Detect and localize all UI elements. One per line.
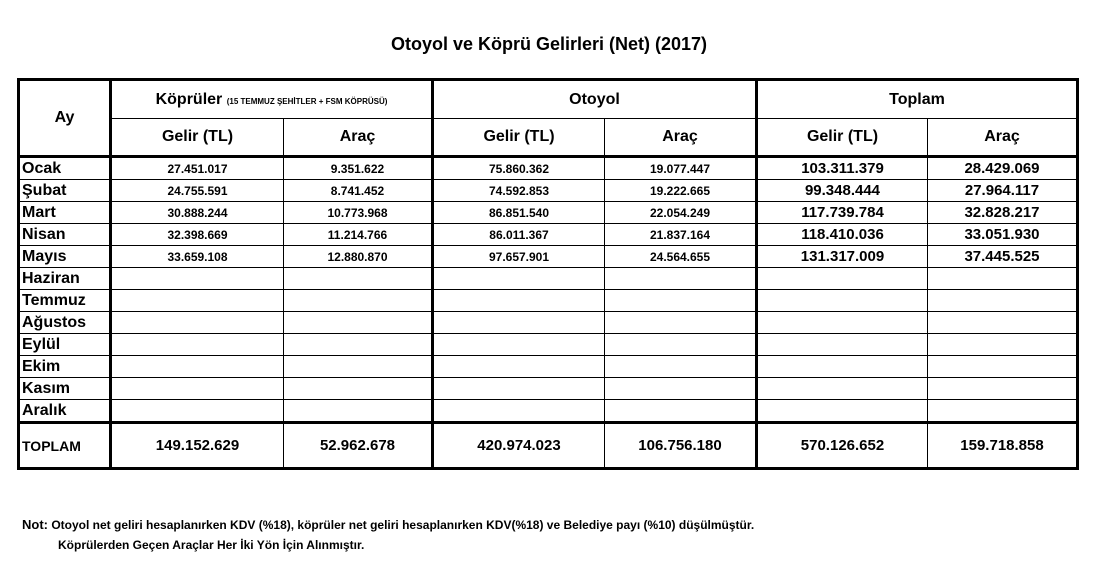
cell-highway-vehicles: 22.054.249 xyxy=(605,202,757,224)
table-row xyxy=(19,400,1078,423)
cell-total-vehicles xyxy=(928,312,1078,334)
total-label: TOPLAM xyxy=(19,423,111,469)
cell-month: Mart xyxy=(19,202,111,224)
cell-highway-revenue: 75.860.362 xyxy=(433,157,605,180)
cell-bridges-revenue: 30.888.244 xyxy=(111,202,284,224)
cell-highway-revenue: 86.851.540 xyxy=(433,202,605,224)
table-row xyxy=(19,356,1078,378)
total-row xyxy=(19,423,1078,469)
cell-total-revenue xyxy=(757,400,928,423)
table-row xyxy=(19,224,1078,246)
table-row xyxy=(19,268,1078,290)
highway-header: Otoyol xyxy=(433,80,757,119)
table-row xyxy=(19,246,1078,268)
cell-bridges-vehicles xyxy=(284,356,433,378)
cell-highway-revenue xyxy=(433,356,605,378)
total-revenue-header: Gelir (TL) xyxy=(757,119,928,157)
cell-total-revenue: 131.317.009 xyxy=(757,246,928,268)
note-label: Not: xyxy=(22,517,48,532)
cell-month: Nisan xyxy=(19,224,111,246)
cell-highway-vehicles xyxy=(605,268,757,290)
month-header: Ay xyxy=(19,80,111,157)
cell-total-vehicles: 32.828.217 xyxy=(928,202,1078,224)
cell-highway-revenue xyxy=(433,400,605,423)
cell-total-vehicles xyxy=(928,290,1078,312)
cell-total-vehicles: 28.429.069 xyxy=(928,157,1078,180)
cell-total-revenue xyxy=(757,334,928,356)
cell-total-vehicles xyxy=(928,400,1078,423)
cell-month: Aralık xyxy=(19,400,111,423)
cell-highway-revenue: 420.974.023 xyxy=(433,423,605,469)
bridges-header: Köprüler (15 TEMMUZ ŞEHİTLER + FSM KÖPRÜSÜ) xyxy=(111,80,433,119)
cell-total-revenue xyxy=(757,268,928,290)
cell-highway-vehicles: 21.837.164 xyxy=(605,224,757,246)
cell-bridges-revenue xyxy=(111,290,284,312)
cell-month: Ağustos xyxy=(19,312,111,334)
cell-total-vehicles xyxy=(928,356,1078,378)
cell-highway-revenue xyxy=(433,312,605,334)
bridges-vehicles-header: Araç xyxy=(284,119,433,157)
cell-total-vehicles xyxy=(928,268,1078,290)
total-header: Toplam xyxy=(757,80,1078,119)
cell-month: Kasım xyxy=(19,378,111,400)
page-title: Otoyol ve Köprü Gelirleri (Net) (2017) xyxy=(390,34,708,54)
cell-bridges-revenue: 24.755.591 xyxy=(111,180,284,202)
cell-highway-revenue: 74.592.853 xyxy=(433,180,605,202)
cell-bridges-revenue xyxy=(111,378,284,400)
cell-total-vehicles xyxy=(928,334,1078,356)
cell-highway-revenue xyxy=(433,290,605,312)
cell-total-revenue: 118.410.036 xyxy=(757,224,928,246)
cell-highway-vehicles xyxy=(605,312,757,334)
cell-month: Mayıs xyxy=(19,246,111,268)
cell-total-revenue xyxy=(757,356,928,378)
cell-bridges-revenue xyxy=(111,334,284,356)
cell-highway-vehicles xyxy=(605,290,757,312)
cell-total-vehicles: 27.964.117 xyxy=(928,180,1078,202)
table-row xyxy=(19,312,1078,334)
cell-month: Eylül xyxy=(19,334,111,356)
cell-bridges-vehicles xyxy=(284,268,433,290)
cell-bridges-revenue xyxy=(111,268,284,290)
table-row xyxy=(19,180,1078,202)
footnote xyxy=(22,515,754,555)
cell-month: Şubat xyxy=(19,180,111,202)
cell-total-vehicles: 33.051.930 xyxy=(928,224,1078,246)
table-row xyxy=(19,157,1078,180)
cell-highway-revenue xyxy=(433,334,605,356)
cell-month: Ekim xyxy=(19,356,111,378)
table-row xyxy=(19,378,1078,400)
cell-bridges-revenue: 32.398.669 xyxy=(111,224,284,246)
cell-highway-revenue: 86.011.367 xyxy=(433,224,605,246)
cell-highway-revenue: 97.657.901 xyxy=(433,246,605,268)
cell-total-revenue: 117.739.784 xyxy=(757,202,928,224)
cell-bridges-vehicles: 11.214.766 xyxy=(284,224,433,246)
cell-bridges-revenue: 149.152.629 xyxy=(111,423,284,469)
cell-highway-vehicles: 106.756.180 xyxy=(605,423,757,469)
table-row xyxy=(19,202,1078,224)
total-vehicles-header: Araç xyxy=(928,119,1078,157)
cell-total-revenue: 570.126.652 xyxy=(757,423,928,469)
cell-month: Ocak xyxy=(19,157,111,180)
cell-month: Temmuz xyxy=(19,290,111,312)
cell-bridges-vehicles: 8.741.452 xyxy=(284,180,433,202)
table-row xyxy=(19,290,1078,312)
bridges-revenue-header: Gelir (TL) xyxy=(111,119,284,157)
bridges-note: (15 TEMMUZ ŞEHİTLER + FSM KÖPRÜSÜ) xyxy=(226,96,388,106)
cell-total-vehicles xyxy=(928,378,1078,400)
cell-bridges-revenue xyxy=(111,312,284,334)
note-line-2: Köprülerden Geçen Araçlar Her İki Yön İçin Alınmıştır. xyxy=(58,538,365,552)
cell-highway-vehicles xyxy=(605,334,757,356)
cell-total-revenue xyxy=(757,290,928,312)
cell-highway-vehicles: 19.077.447 xyxy=(605,157,757,180)
cell-bridges-vehicles xyxy=(284,400,433,423)
highway-vehicles-header: Araç xyxy=(605,119,757,157)
cell-bridges-vehicles xyxy=(284,290,433,312)
cell-highway-vehicles xyxy=(605,400,757,423)
cell-highway-vehicles xyxy=(605,356,757,378)
cell-bridges-vehicles: 9.351.622 xyxy=(284,157,433,180)
revenue-table xyxy=(17,78,1079,470)
cell-bridges-vehicles: 12.880.870 xyxy=(284,246,433,268)
note-line-1: Otoyol net geliri hesaplanırken KDV (%18), köprüler net geliri hesaplanırken KDV(%18) ve Belediye payı (%10) düşülmüştür. xyxy=(51,518,755,532)
cell-total-revenue: 103.311.379 xyxy=(757,157,928,180)
highway-revenue-header: Gelir (TL) xyxy=(433,119,605,157)
cell-bridges-vehicles: 52.962.678 xyxy=(284,423,433,469)
cell-bridges-revenue: 33.659.108 xyxy=(111,246,284,268)
cell-highway-revenue xyxy=(433,378,605,400)
cell-total-revenue xyxy=(757,378,928,400)
cell-highway-vehicles: 19.222.665 xyxy=(605,180,757,202)
cell-bridges-vehicles xyxy=(284,312,433,334)
cell-highway-revenue xyxy=(433,268,605,290)
cell-bridges-revenue xyxy=(111,400,284,423)
cell-total-vehicles: 37.445.525 xyxy=(928,246,1078,268)
table-row xyxy=(19,334,1078,356)
cell-bridges-vehicles: 10.773.968 xyxy=(284,202,433,224)
cell-highway-vehicles: 24.564.655 xyxy=(605,246,757,268)
cell-month: Haziran xyxy=(19,268,111,290)
cell-bridges-revenue xyxy=(111,356,284,378)
cell-total-revenue xyxy=(757,312,928,334)
cell-bridges-vehicles xyxy=(284,378,433,400)
cell-total-vehicles: 159.718.858 xyxy=(928,423,1078,469)
cell-bridges-vehicles xyxy=(284,334,433,356)
cell-highway-vehicles xyxy=(605,378,757,400)
cell-bridges-revenue: 27.451.017 xyxy=(111,157,284,180)
cell-total-revenue: 99.348.444 xyxy=(757,180,928,202)
